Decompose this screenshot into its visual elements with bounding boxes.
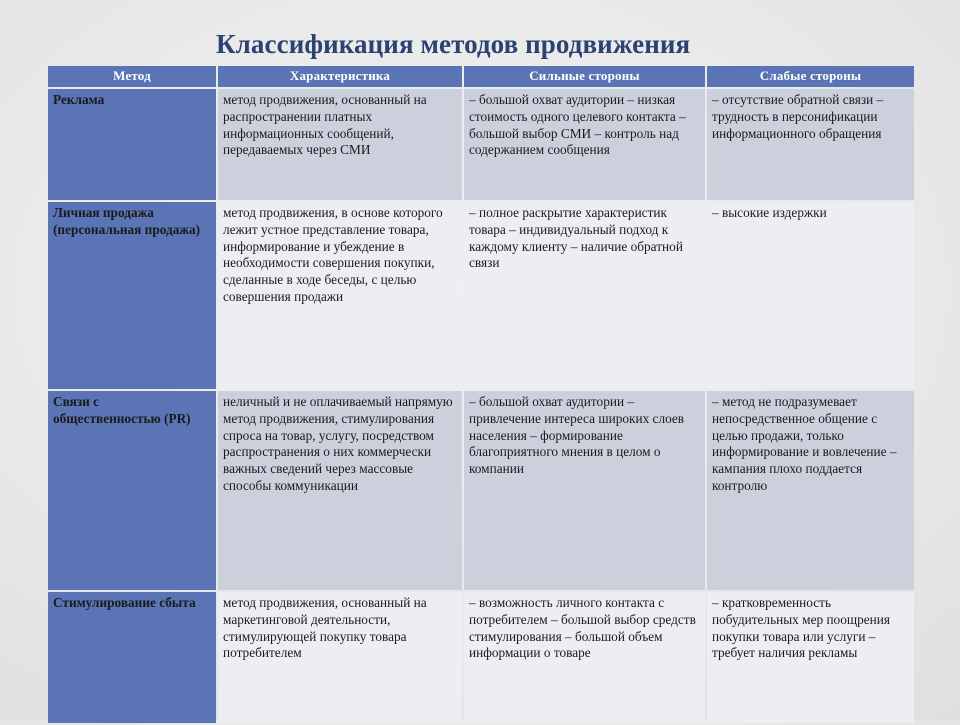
cell-characteristic: неличный и не оплачиваемый напрямую метод продвижения, стимулирования спроса на товар, услугу, посредством распространения о них коммерчески важных сведений через массовые способы коммуникации	[218, 391, 462, 590]
table-row	[48, 391, 914, 590]
cell-weaknesses: – кратковременность побудительных мер поощрения покупки товара или услуги – требует наличия рекламы	[707, 592, 914, 723]
table-row	[48, 592, 914, 723]
table-header-row	[48, 66, 914, 87]
table-header	[48, 66, 914, 87]
cell-strengths: – большой охват аудитории – низкая стоимость одного целевого контакта – большой выбор СМИ – контроль над содержанием сообщения	[464, 89, 705, 200]
column-header-characteristic: Характеристика	[218, 66, 462, 87]
cell-method: Личная продажа (персональная продажа)	[48, 202, 216, 389]
page-title: Классификация методов продвижения	[216, 29, 691, 59]
table-row	[48, 89, 914, 200]
column-header-method: Метод	[48, 66, 216, 87]
cell-method: Стимулирование сбыта	[48, 592, 216, 723]
methods-table	[46, 64, 916, 725]
column-header-strengths: Сильные стороны	[464, 66, 705, 87]
cell-weaknesses: – метод не подразумевает непосредственное общение с целью продажи, только информирование и вовлечение – кампания плохо поддается контролю	[707, 391, 914, 590]
column-header-weaknesses: Слабые стороны	[707, 66, 914, 87]
cell-weaknesses: – высокие издержки	[707, 202, 914, 389]
cell-characteristic: метод продвижения, в основе которого лежит устное представление товара, информирование и убеждение в необходимости совершения покупки, сделанные в ходе беседы, с целью совершения продажи	[218, 202, 462, 389]
methods-table-wrapper	[46, 64, 912, 725]
table-row	[48, 202, 914, 389]
cell-strengths: – полное раскрытие характеристик товара – индивидуальный подход к каждому клиенту – наличие обратной связи	[464, 202, 705, 389]
cell-strengths: – большой охват аудитории – привлечение интереса широких слоев населения – формирование благоприятного мнения в целом о компании	[464, 391, 705, 590]
cell-weaknesses: – отсутствие обратной связи – трудность в персонификации информационного обращения	[707, 89, 914, 200]
cell-method: Связи с общественностью (PR)	[48, 391, 216, 590]
cell-characteristic: метод продвижения, основанный на распространении платных информационных сообщений, передаваемых через СМИ	[218, 89, 462, 200]
cell-method: Реклама	[48, 89, 216, 200]
cell-strengths: – возможность личного контакта с потребителем – большой выбор средств стимулирования – большой объем информации о товаре	[464, 592, 705, 723]
table-body	[48, 89, 914, 723]
cell-characteristic: метод продвижения, основанный на маркетинговой деятельности, стимулирующей покупку товара потребителем	[218, 592, 462, 723]
